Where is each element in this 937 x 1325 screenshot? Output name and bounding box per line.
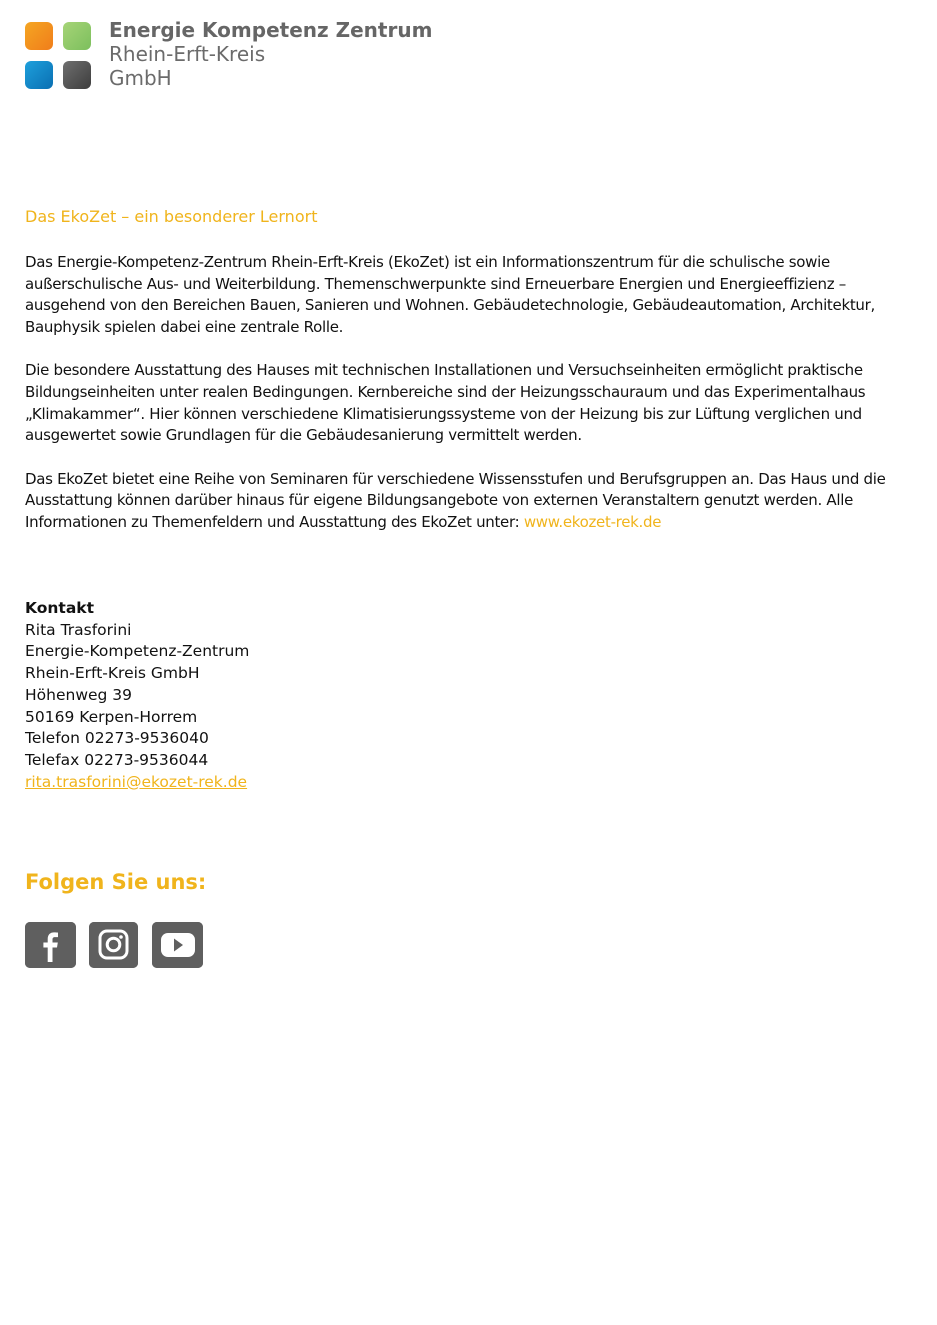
contact-org-line-1: Energie-Kompetenz-Zentrum	[25, 642, 250, 661]
logo-wordmark	[109, 18, 432, 90]
contact-block	[25, 598, 249, 793]
logo-square-green	[63, 22, 91, 50]
logo-square-blue	[25, 61, 53, 89]
paragraph-seminars	[25, 469, 920, 534]
contact-name: Rita Trasforini	[25, 620, 132, 639]
main-content	[25, 206, 920, 556]
paragraph-seminars-text: Das EkoZet bietet eine Reihe von Seminaren für verschiedene Wissensstufen und Berufsgruppen an. Das Haus und die Ausstattung können darüber hinaus für eigene Bildungsangebote von externen Veranstaltern genutzt werden. Alle Informationen zu Themenfeldern und Ausstattung des EkoZet unter:	[25, 469, 886, 531]
logo-line-2: Rhein-Erft-Kreis	[109, 42, 266, 66]
paragraph-intro: Das Energie-Kompetenz-Zentrum Rhein-Erft-Kreis (EkoZet) ist ein Informationszentrum für die schulische sowie außerschulische Aus- und Weiterbildung. Themenschwerpunkte sind Erneuerbare Energien und Energieeffizienz – ausgehend von den Bereichen Bauen, Sanieren und Wohnen. Gebäudetechnologie, Gebäudeautomation, Architektur, Bauphysik spielen dabei eine zentrale Rolle.	[25, 253, 875, 336]
logo	[25, 18, 445, 92]
paragraph-equipment: Die besondere Ausstattung des Hauses mit technischen Installationen und Versuchseinheiten ermöglicht praktische Bildungseinheiten unter realen Bedingungen. Kernbereiche sind der Heizungsschauraum und das Experimentalhaus „Klimakammer“. Hier können verschiedene Klimatisierungssysteme von der Heizung bis zur Lüftung verglichen und ausgewertet sowie Grundlagen für die Gebäudesanierung vermittelt werden.	[25, 361, 866, 445]
youtube-icon[interactable]	[152, 922, 203, 968]
website-link[interactable]: www.ekozet-rek.de	[523, 512, 662, 531]
contact-phone: Telefon 02273-9536040	[25, 729, 209, 748]
contact-title: Kontakt	[25, 599, 95, 617]
logo-line-3: GmbH	[109, 66, 172, 90]
logo-square-orange	[25, 22, 53, 50]
instagram-icon[interactable]	[89, 922, 138, 968]
contact-org-line-2: Rhein-Erft-Kreis GmbH	[25, 664, 200, 683]
logo-line-1: Energie Kompetenz Zentrum	[109, 18, 433, 42]
contact-email-link[interactable]: rita.trasforini@ekozet-rek.de	[25, 772, 248, 791]
contact-street: Höhenweg 39	[25, 685, 133, 704]
logo-square-grey	[63, 61, 91, 89]
contact-city: 50169 Kerpen-Horrem	[25, 707, 198, 726]
follow-heading: Folgen Sie uns:	[25, 870, 207, 894]
headline: Das EkoZet – ein besonderer Lernort	[25, 207, 318, 226]
logo-mark	[25, 22, 93, 90]
facebook-icon[interactable]	[25, 922, 76, 968]
contact-fax: Telefax 02273-9536044	[25, 750, 209, 769]
